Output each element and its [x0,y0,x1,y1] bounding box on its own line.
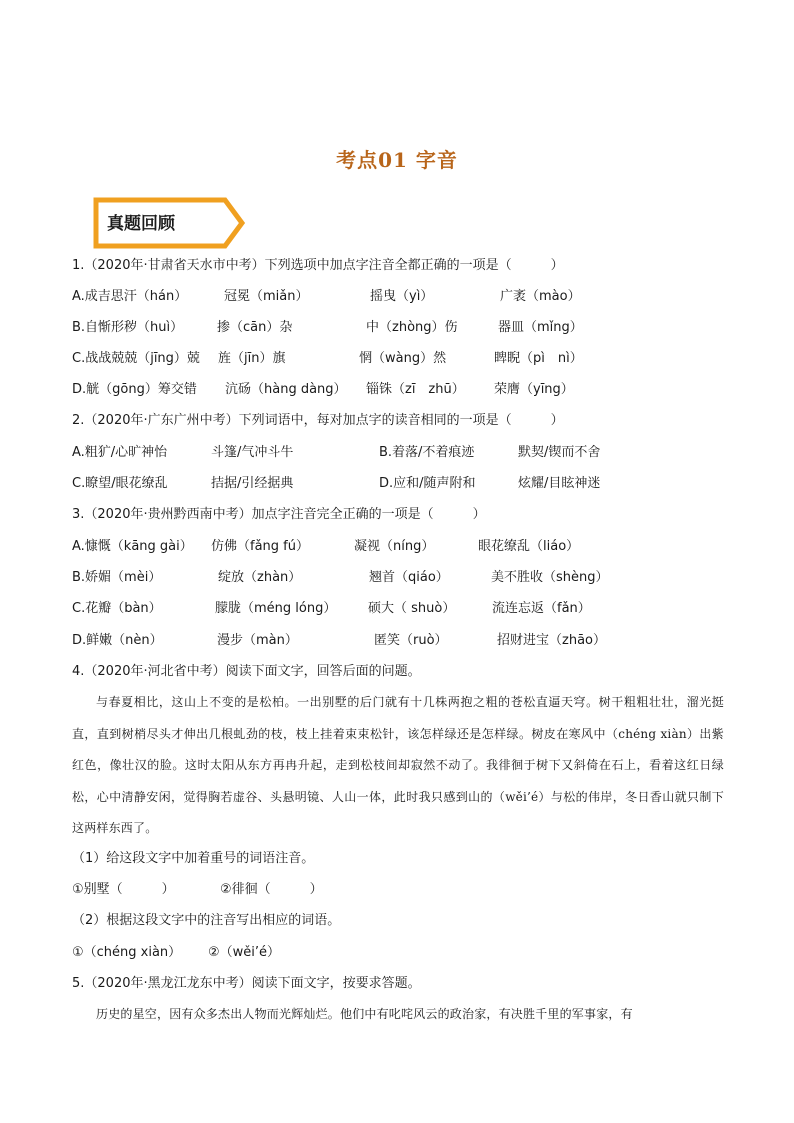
q1-c-1: C.战战兢兢（jīng）兢 [72,351,200,366]
q1-stem: 1.（2020年·甘肃省天水市中考）下列选项中加点字注音全都正确的一项是（ ） [72,258,564,273]
q2-a-1: A.粗犷/心旷神怡 [72,445,168,460]
q3-c-4: 流连忘返（fǎn） [492,601,591,616]
q2-b-2: 默契/锲而不舍 [518,445,601,460]
q2-a-2: 斗篷/气冲斗牛 [211,445,294,460]
q1-b-3: 中（zhòng）伤 [366,320,458,335]
q5-passage: 历史的星空，因有众多杰出人物而光辉灿烂。他们中有叱咤风云的政治家，有决胜千里的军事家，有 [96,1007,633,1021]
q3-b-1: B.娇媚（mèi） [72,570,162,585]
q1-b-1: B.自惭形秽（huì） [72,320,184,335]
q4-sub2-answer-2: ②（wěi’é） [208,945,281,960]
q4-sub1: （1）给这段文字中加着重号的词语注音。 [72,851,315,866]
q2-c-1: C.瞭望/眼花缭乱 [72,476,168,491]
q3-a-3: 凝视（níng） [354,539,435,554]
q3-c-1: C.花瓣（bàn） [72,601,162,616]
q1-a-1: A.成吉思汗（hán） [72,289,188,304]
q4-stem: 4.（2020年·河北省中考）阅读下面文字，回答后面的问题。 [72,664,421,679]
q4-passage: 与春夏相比，这山上不变的是松柏。一出别墅的后门就有十几株两抱之粗的苍松直逼天穹。树干粗粗壮壮，溜光挺直，直到树梢尽头才伸出几根虬劲的枝，枝上挂着束束松针，该怎样绿还是怎样绿。树皮在寒风中（chéng xiàn）出紫红色，像壮汉的脸。这时太阳从东方再冉升起，走到松枝间却寂然不动了。我徘徊于树下又斜倚在石上，看着这红日绿松，心中清静安闲，觉得胸若虚谷、头悬明镜、人山一体，此时我只感到山的（wěi’é）与松的伟岸，冬日香山就只制下这两样东西了。 [72,695,724,835]
q3-c-3: 硕大（ shuò） [368,601,456,616]
q3-b-3: 翘首（qiáo） [369,570,449,585]
q3-a-4: 眼花缭乱（liáo） [478,539,580,554]
q1-a-4: 广袤（mào） [500,289,581,304]
q4-sub1-answer-1: ①别墅（ ） [72,882,175,897]
q2-d-2: 炫耀/目眩神迷 [518,476,601,491]
q4-sub2: （2）根据这段文字中的注音写出相应的词语。 [72,913,341,928]
q1-d-2: 沆砀（hàng dàng） [225,382,347,397]
q3-c-2: 朦胧（méng lóng） [215,601,337,616]
q1-d-3: 锱铢（zī zhū） [366,382,465,397]
q4-sub2-answer-1: ①（chéng xiàn） [72,945,182,960]
q5-stem: 5.（2020年·黑龙江龙东中考）阅读下面文字，按要求答题。 [72,976,421,991]
q3-a-1: A.慷慨（kāng gài） [72,539,193,554]
q2-d-1: D.应和/随声附和 [379,476,476,491]
page-title: 考点01 字音 [336,148,458,172]
q1-b-2: 掺（cān）杂 [217,320,293,335]
q3-b-4: 美不胜收（shèng） [491,570,609,585]
q1-c-3: 惘（wàng）然 [359,351,447,366]
q1-c-4: 睥睨（pì nì） [494,351,583,366]
q3-d-1: D.鲜嫩（nèn） [72,633,163,648]
q2-b-1: B.着落/不着痕迹 [379,445,475,460]
q3-d-4: 招财进宝（zhāo） [497,633,606,648]
q2-stem: 2.（2020年·广东广州中考）下列词语中，每对加点字的读音相同的一项是（ ） [72,413,564,428]
q3-b-2: 绽放（zhàn） [218,570,302,585]
q1-c-2: 旌（jīn）旗 [218,351,286,366]
q3-d-2: 漫步（màn） [217,633,298,648]
q2-c-2: 拮据/引经据典 [211,476,294,491]
q3-d-3: 匿笑（ruò） [374,633,448,648]
q1-a-2: 冠冕（miǎn） [224,289,309,304]
section-banner [93,197,245,249]
q1-d-1: D.觥（gōng）筹交错 [72,382,197,397]
q3-a-2: 仿佛（fǎng fú） [211,539,309,554]
section-label: 真题回顾 [107,214,175,234]
q1-a-3: 摇曳（yì） [370,289,434,304]
q3-stem: 3.（2020年·贵州黔西南中考）加点字注音完全正确的一项是（ ） [72,507,486,522]
q1-d-4: 荣膺（yīng） [494,382,574,397]
q1-b-4: 器皿（mǐng） [498,320,583,335]
q4-sub1-answer-2: ②徘徊（ ） [220,882,323,897]
